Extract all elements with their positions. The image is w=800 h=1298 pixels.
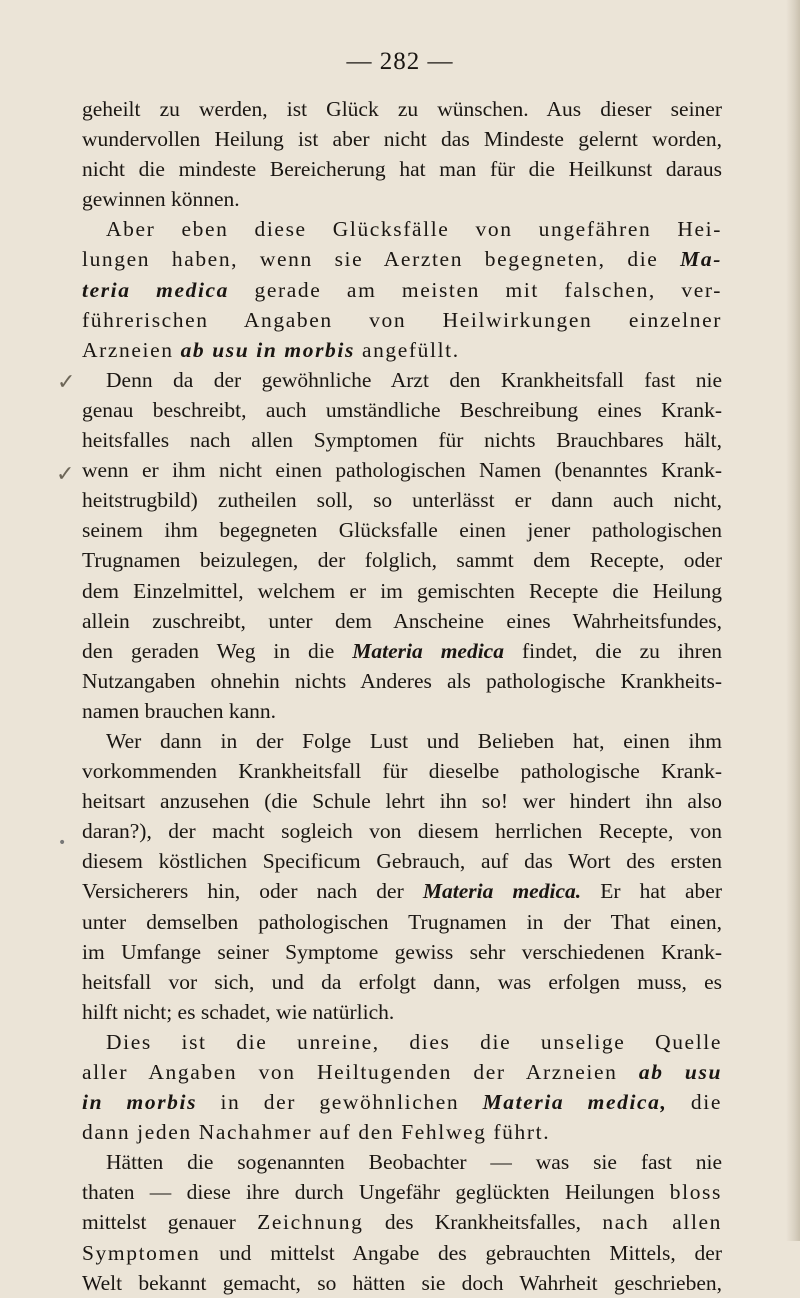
text-line: Aber eben diese Glücksfälle von ungefähren Hei- <box>106 217 722 242</box>
text-line: nicht die mindeste Bereicherung hat man für die Heilkunst daraus <box>82 157 722 182</box>
text-line: thaten — diese ihre durch Ungefähr geglückten Heilungen bloss <box>82 1180 722 1205</box>
text-line: Hätten die sogenannten Beobachter — was sie fast nie <box>106 1150 722 1175</box>
text-line: heitsart anzusehen (die Schule lehrt ihn so! wer hindert ihn also <box>82 789 722 814</box>
margin-checkmark: ✓ <box>56 462 75 487</box>
margin-dot: • <box>58 835 67 851</box>
text-line: heitsfall vor sich, und da erfolgt dann, was erfolgen muss, es <box>82 969 722 994</box>
text-line: mittelst genauer Zeichnung des Krankheitsfalles, nach allen <box>82 1210 723 1235</box>
text-line: Symptomen und mittelst Angabe des gebrauchten Mittels, der <box>82 1240 722 1265</box>
text-line: wenn er ihm nicht einen pathologischen Namen (benanntes Krank- <box>82 458 722 483</box>
text-line: wundervollen Heilung ist aber nicht das Mindeste gelernt worden, <box>82 127 722 152</box>
text-line: diesem köstlichen Specificum Gebrauch, auf das Wort des ersten <box>82 849 722 874</box>
text-line: geheilt zu werden, ist Glück zu wünschen. Aus dieser seiner <box>82 97 722 121</box>
text-line: dann jeden Nachahmer auf den Fehlweg führt. <box>82 1120 551 1145</box>
text-line: heitsfalles nach allen Symptomen für nichts Brauchbares hält, <box>82 428 722 453</box>
text-line: aller Angaben von Heiltugenden der Arzneien ab usu <box>82 1060 723 1084</box>
text-line: Welt bekannt gemacht, so hätten sie doch Wahrheit geschrieben, <box>82 1270 722 1295</box>
text-line: Denn da der gewöhnliche Arzt den Krankheitsfall fast nie <box>106 367 722 392</box>
text-line: seinem ihm begegneten Glücksfalle einen jener pathologischen <box>82 518 722 543</box>
text-line: gewinnen können. <box>82 187 240 212</box>
page-edge <box>786 0 800 1241</box>
text-line: dem Einzelmittel, welchem er im gemischten Recepte die Heilung <box>82 578 722 603</box>
text-line: unter demselben pathologischen Trugnamen in der That einen, <box>82 909 722 934</box>
text-line: hilft nicht; es schadet, wie natürlich. <box>82 999 395 1024</box>
text-line: Versicherers hin, oder nach der Materia medica. Er hat aber <box>82 879 723 904</box>
text-line: vorkommenden Krankheitsfall für dieselbe pathologische Krank- <box>82 759 722 784</box>
text-line: Dies ist die unreine, dies die unselige Quelle <box>106 1029 722 1054</box>
text-line: in morbis in der gewöhnlichen Materia medica, die <box>82 1090 722 1115</box>
text-line: lungen haben, wenn sie Aerzten begegneten, die Ma- <box>82 247 722 272</box>
text-line: daran?), der macht sogleich von diesem herrlichen Recepte, von <box>82 819 722 844</box>
page-number: — 282 — <box>346 48 454 75</box>
text-line: führerischen Angaben von Heilwirkungen einzelner <box>82 307 722 332</box>
text-line: im Umfange seiner Symptome gewiss sehr verschiedenen Krank- <box>82 939 722 964</box>
margin-checkmark: ✓ <box>57 370 76 395</box>
text-line: genau beschreibt, auch umständliche Beschreibung eines Krank- <box>82 397 722 422</box>
text-line: heitstrugbild) zutheilen soll, so unterlässt er dann auch nicht, <box>82 488 722 513</box>
text-line: Trugnamen beizulegen, der folglich, sammt dem Recepte, oder <box>82 548 722 573</box>
text-line: namen brauchen kann. <box>82 698 277 723</box>
text-line: Nutzangaben ohnehin nichts Anderes als pathologische Krankheits- <box>82 668 722 693</box>
text-line: teria medica gerade am meisten mit falschen, ver- <box>82 277 722 302</box>
text-line: den geraden Weg in die Materia medica findet, die zu ihren <box>82 638 723 663</box>
text-line: allein zuschreibt, unter dem Anscheine eines Wahrheitsfundes, <box>82 608 722 633</box>
body-text <box>82 94 722 1298</box>
text-line: Arzneien ab usu in morbis angefüllt. <box>82 337 460 362</box>
text-line: Wer dann in der Folge Lust und Belieben hat, einen ihm <box>106 728 722 753</box>
